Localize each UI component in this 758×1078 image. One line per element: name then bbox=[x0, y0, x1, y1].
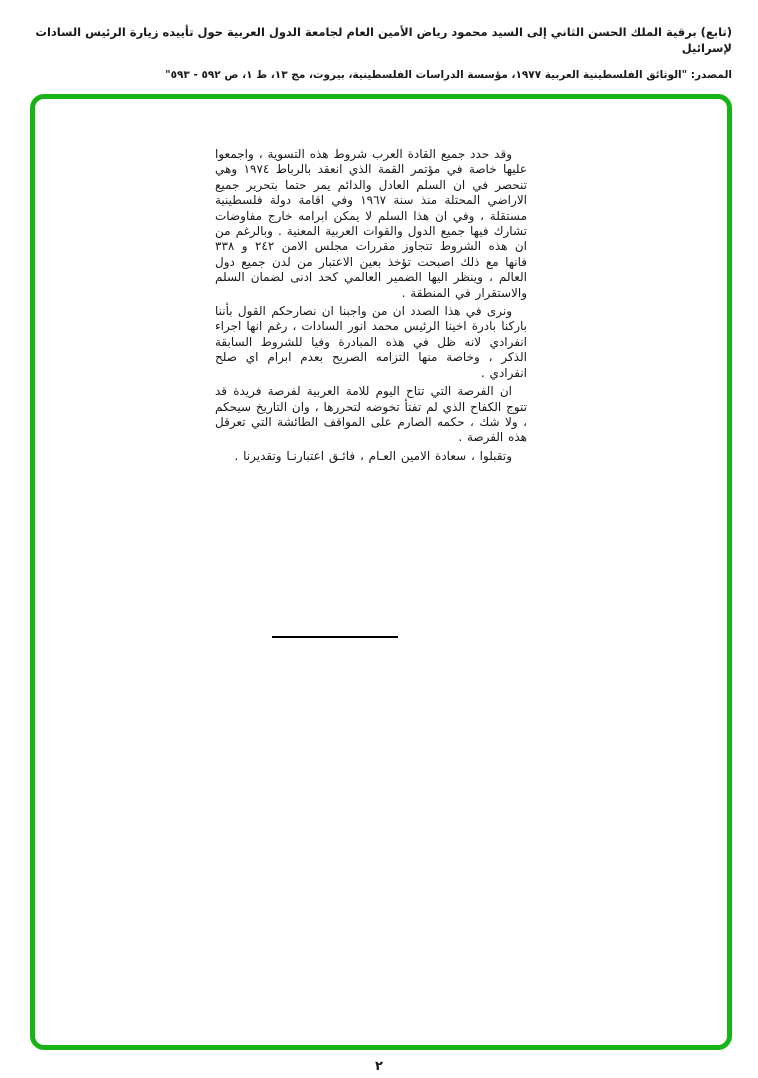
page-number: ٢ bbox=[375, 1059, 383, 1074]
signature-divider bbox=[272, 636, 398, 638]
green-border-frame bbox=[30, 94, 732, 1050]
paragraph-closing: وتقبلوا ، سعادة الامين العـام ، فائـق اعتبارنـا وتقديرنا . bbox=[234, 448, 512, 463]
letter-body bbox=[215, 147, 527, 464]
paragraph-3: ان الفرصة التي تتاح اليوم للامة العربية لفرصة فريدة قد تتوج الكفاح الذي لم تفتأ تخوضه لتحررها ، وان التاريخ سيحكم ، ولا شك ، حكمه الصارم على المواقف الطائشة التي تعرقل هذه الفرصة . bbox=[215, 384, 527, 445]
header-source-line: المصدر: "الوثائق الفلسطينية العربية ١٩٧٧، مؤسسة الدراسات الفلسطينية، بيروت، مج ١٣، ط ١، ص ٥٩٢ - ٥٩٣" bbox=[165, 69, 732, 81]
paragraph-1: وقد حدد جميع القادة العرب شروط هذه التسوية ، واجمعوا عليها خاصة في مؤتمر القمة الذي انعقد بالرباط ١٩٧٤ وهي تنحصر في ان السلم العادل والدائم يمر حتما بتحرير جميع الاراضي المحتلة منذ سنة ١٩٦٧ وفي اقامة دولة فلسطينية مستقلة ، وفي ان هذا السلم لا يمكن ابرامه خارج مفاوضات تشارك فيها جميع الدول والقوات العربية المعنية . وبالرغم من ان هذه الشروط تتجاوز مقررات مجلس الامن ٢٤٢ و ٣٣٨ فانها مع ذلك اصبحت تؤخذ بعين الاعتبار من لدن جميع دول العالم ، وينظر اليها الضمير العالمي كحد ادنى لضمان السلم والاستقرار في المنطقة . bbox=[215, 147, 527, 300]
header-title: (تابع) برقية الملك الحسن الثاني إلى السيد محمود رياض الأمين العام لجامعة الدول العربية حول تأييده زيارة الرئيس السادات لإسرائيل bbox=[35, 25, 732, 55]
document-header bbox=[26, 24, 732, 82]
paragraph-2: ونرى في هذا الصدد ان من واجبنا ان نصارحكم القول بأننا باركنا بادرة اخينا الرئيس محمد انور السادات ، رغم انها اجراء انفرادي لانه ظل في هذه المبادرة وفيا للشروط السابقة الذكر ، وخاصة منها التزامه الصريح بعدم ابرام اي صلح انفرادي . bbox=[215, 304, 527, 380]
